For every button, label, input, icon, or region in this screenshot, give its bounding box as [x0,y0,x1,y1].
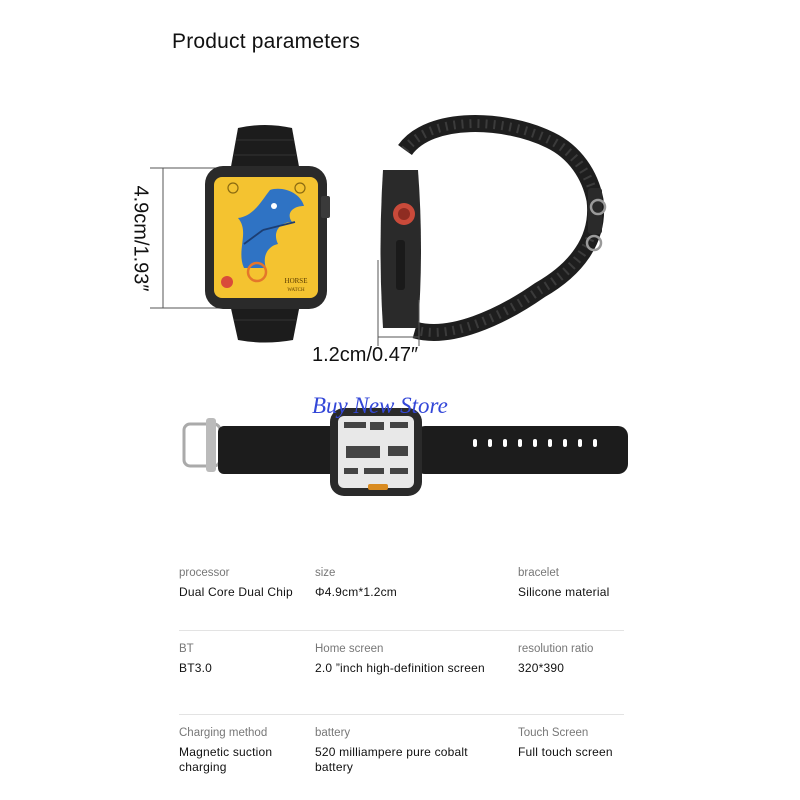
watch-brand-subtext: WATCH [287,288,305,293]
watch-front-view [205,125,330,343]
spec-value: Magnetic suction charging [179,745,273,774]
watch-side-view [381,124,606,333]
store-watermark: Buy New Store [312,393,448,418]
spec-cell-resolution [518,643,628,676]
spec-row [179,560,624,630]
thickness-dimension-label: 1.2cm/0.47″ [312,344,419,366]
spec-label: Charging method [179,727,268,739]
height-dimension [120,166,160,311]
spec-value: Silicone material [518,585,610,599]
spec-label: processor [179,567,230,579]
spec-cell-battery [315,727,500,775]
watch-flat-view [184,408,628,496]
spec-label: size [315,567,336,579]
spec-row [179,714,624,795]
spec-value: BT3.0 [179,661,213,675]
watch-brand-text: HORSE [284,277,308,285]
spec-value: Full touch screen [518,745,613,759]
spec-row [179,630,624,714]
spec-cell-touch-screen [518,727,628,760]
spec-value: Dual Core Dual Chip [179,585,293,599]
spec-cell-processor [179,567,299,600]
spec-value: 520 milliampere pure cobalt battery [315,745,468,774]
spec-value: 2.0 ”inch high-definition screen [315,661,485,675]
height-dimension-label: 4.9cm/1.93″ [129,185,152,292]
spec-value: 320*390 [518,661,565,675]
strap-holes [473,439,597,447]
spec-label: Home screen [315,643,384,655]
spec-cell-home-screen [315,643,500,676]
spec-cell-bt [179,643,299,676]
spec-label: BT [179,643,194,655]
spec-cell-bracelet [518,567,628,600]
page-title: Product parameters [172,30,361,53]
spec-label: resolution ratio [518,643,594,655]
spec-label: bracelet [518,567,559,579]
spec-value: Φ4.9cm*1.2cm [315,585,397,599]
spec-cell-size [315,567,500,600]
spec-table [179,560,624,795]
spec-label: battery [315,727,351,739]
spec-cell-charging [179,727,299,775]
spec-label: Touch Screen [518,727,589,739]
